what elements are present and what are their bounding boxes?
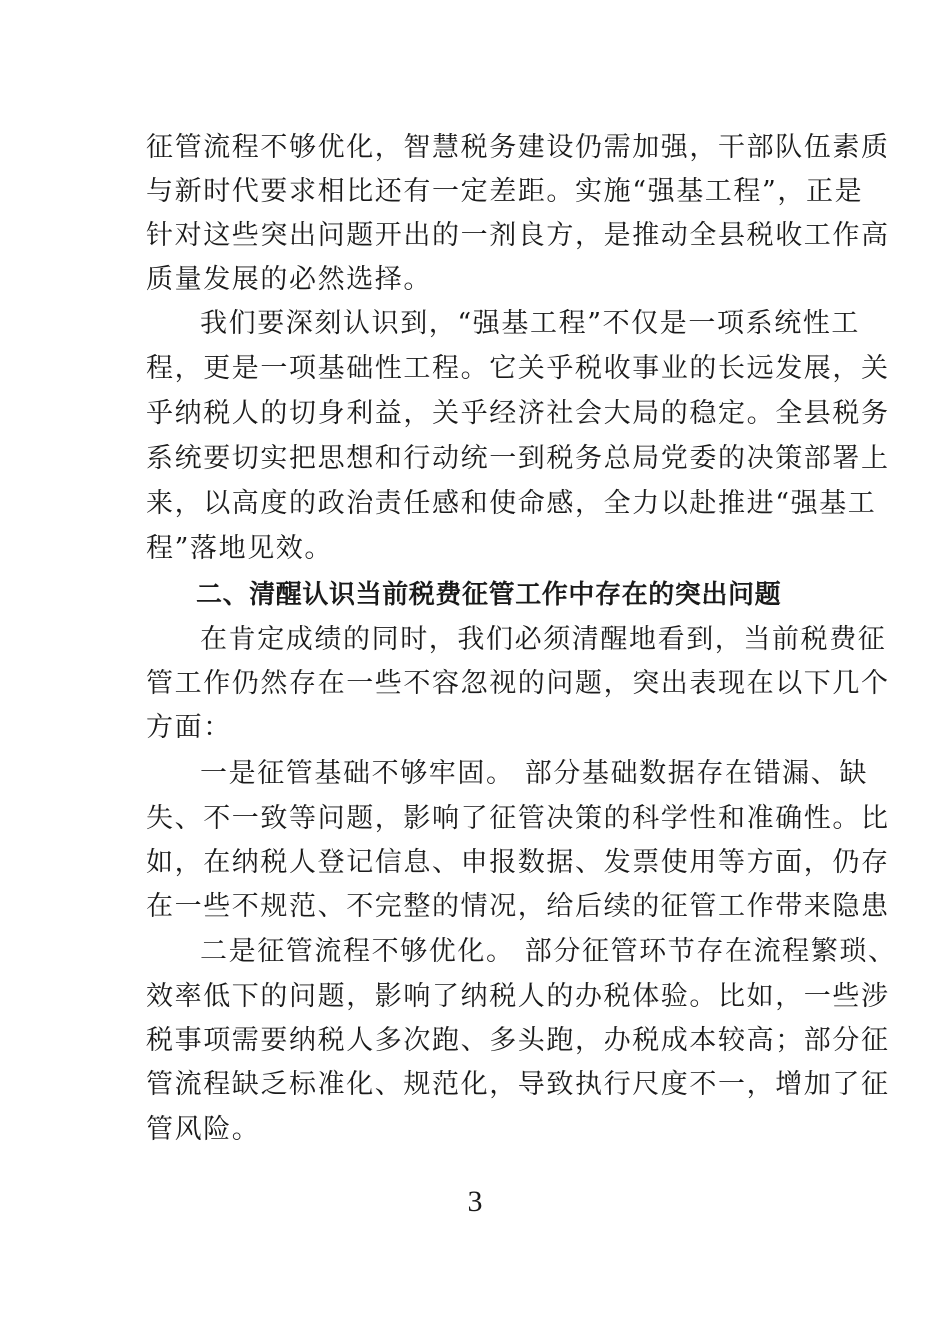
paragraph-line: 我们要深刻认识到，“强基工程”不仅是一项系统性工 (200, 308, 861, 339)
paragraph-line: 二是征管流程不够优化。 部分征管环节存在流程繁琐、 (200, 936, 897, 967)
paragraph-line: 效率低下的问题，影响了纳税人的办税体验。比如，一些涉 (146, 981, 890, 1012)
paragraph-line: 与新时代要求相比还有一定差距。实施“强基工程”，正是 (146, 176, 864, 207)
paragraph-line: 在肯定成绩的同时，我们必须清醒地看到，当前税费征 (200, 624, 887, 655)
paragraph-line: 征管流程不够优化，智慧税务建设仍需加强，干部队伍素质 (146, 132, 890, 163)
paragraph-line: 系统要切实把思想和行动统一到税务总局党委的决策部署上 (146, 443, 890, 474)
paragraph-line: 管工作仍然存在一些不容忽视的问题，突出表现在以下几个 (146, 668, 890, 699)
paragraph-line: 失、不一致等问题，影响了征管决策的科学性和准确性。比 (146, 803, 890, 834)
paragraph-line: 管风险。 (146, 1114, 261, 1145)
paragraph-line: 方面： (146, 712, 232, 743)
paragraph-line: 税事项需要纳税人多次跑、多头跑，办税成本较高；部分征 (146, 1025, 890, 1056)
paragraph-line: 针对这些突出问题开出的一剂良方，是推动全县税收工作高 (146, 220, 890, 251)
paragraph-line: 管流程缺乏标准化、规范化，导致执行尺度不一，增加了征 (146, 1069, 890, 1100)
paragraph-line: 程”落地见效。 (146, 533, 334, 564)
paragraph-line: 如，在纳税人登记信息、申报数据、发票使用等方面，仍存 (146, 847, 890, 878)
section-heading: 二、清醒认识当前税费征管工作中存在的突出问题 (196, 580, 782, 610)
page-number: 3 (467, 1185, 483, 1218)
paragraph-line: 来，以高度的政治责任感和使命感，全力以赴推进“强基工 (146, 488, 877, 519)
paragraph-line: 在一些不规范、不完整的情况，给后续的征管工作带来隐患 (146, 891, 890, 922)
paragraph-line: 乎纳税人的切身利益，关乎经济社会大局的稳定。全县税务 (146, 398, 890, 429)
paragraph-line: 质量发展的必然选择。 (146, 264, 432, 295)
paragraph-line: 程，更是一项基础性工程。它关乎税收事业的长远发展，关 (146, 353, 890, 384)
paragraph-line: 一是征管基础不够牢固。 部分基础数据存在错漏、缺 (200, 758, 868, 789)
